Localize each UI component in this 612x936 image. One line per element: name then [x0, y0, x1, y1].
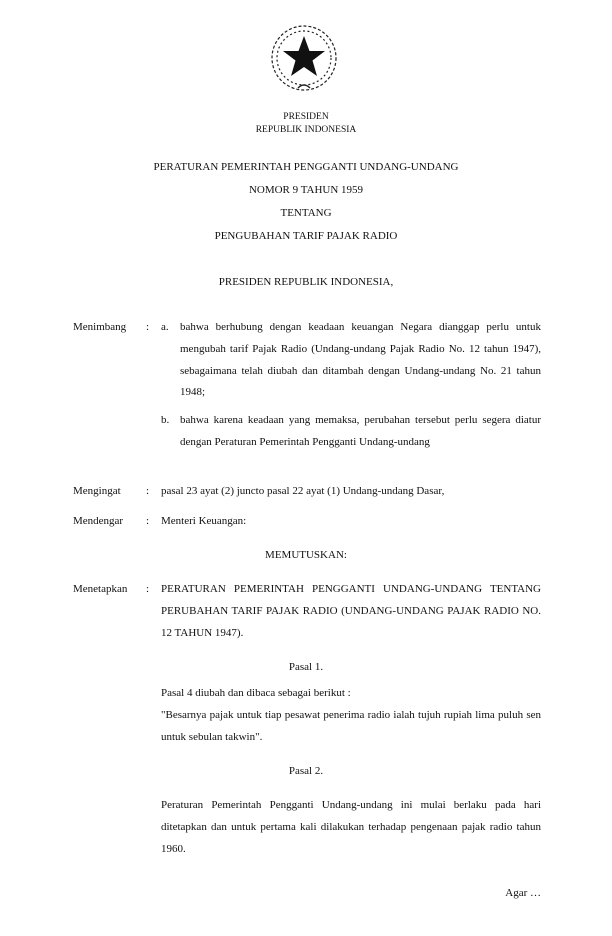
- preamble: PRESIDEN REPUBLIK INDONESIA,: [218, 276, 394, 288]
- pasal-2-text: Peraturan Pemerintah Pengganti Undang-undang ini mulai berlaku pada hari ditetapkan dan untuk pertama kali dilakukan terhadap pengenaan pajak radio tahun 1960.: [161, 799, 541, 855]
- mendengar-label: Mendengar: [73, 515, 124, 527]
- title-line-4: PENGUBAHAN TARIF PAJAK RADIO: [214, 230, 398, 242]
- header-republic: REPUBLIK INDONESIA: [255, 125, 357, 135]
- menimbang-colon: :: [146, 321, 150, 333]
- memutuskan-heading: MEMUTUSKAN:: [265, 549, 347, 561]
- item-a-text: bahwa berhubung dengan keadaan keuangan Negara dianggap perlu untuk mengubah tarif Pajak Radio (Undang-undang Pajak Radio No. 12 tahun 1947), sebagaimana telah diubah dan ditambah dengan Undang-undang No. 21 tahun 1948;: [180, 321, 541, 399]
- pasal-1-quote: "Besarnya pajak untuk tiap pesawat penerima radio ialah tujuh rupiah lima puluh sen untuk sebulan takwin".: [161, 709, 541, 743]
- mengingat-label: Mengingat: [73, 485, 121, 497]
- pasal-1-intro: Pasal 4 diubah dan dibaca sebagai berikut :: [161, 687, 351, 699]
- mendengar-text: Menteri Keuangan:: [161, 515, 247, 527]
- pasal-1-heading: Pasal 1.: [288, 661, 324, 673]
- menetapkan-text: PERATURAN PEMERINTAH PENGGANTI UNDANG-UNDANG TENTANG PERUBAHAN TARIF PAJAK RADIO (UNDANG-UNDANG PAJAK RADIO NO. 12 TAHUN 1947).: [161, 583, 541, 639]
- presidential-emblem: [268, 22, 340, 94]
- mendengar-colon: :: [146, 515, 150, 527]
- title-line-2: NOMOR 9 TAHUN 1959: [248, 184, 364, 196]
- title-line-1: PERATURAN PEMERINTAH PENGGANTI UNDANG-UNDANG: [153, 161, 459, 173]
- menimbang-label: Menimbang: [73, 321, 127, 333]
- menetapkan-colon: :: [146, 583, 150, 595]
- mengingat-text: pasal 23 ayat (2) juncto pasal 22 ayat (1) Undang-undang Dasar,: [161, 485, 445, 497]
- item-a-mark: a.: [161, 321, 169, 333]
- header-president: PRESIDEN: [283, 112, 329, 122]
- page-continuation: Agar …: [505, 887, 541, 899]
- pasal-2-heading: Pasal 2.: [288, 765, 324, 777]
- item-b-mark: b.: [161, 414, 170, 426]
- menetapkan-label: Menetapkan: [73, 583, 128, 595]
- item-b-text: bahwa karena keadaan yang memaksa, perubahan tersebut perlu segera diatur dengan Peraturan Pemerintah Pengganti Undang-undang: [180, 414, 541, 448]
- title-line-3: TENTANG: [280, 207, 332, 219]
- mengingat-colon: :: [146, 485, 150, 497]
